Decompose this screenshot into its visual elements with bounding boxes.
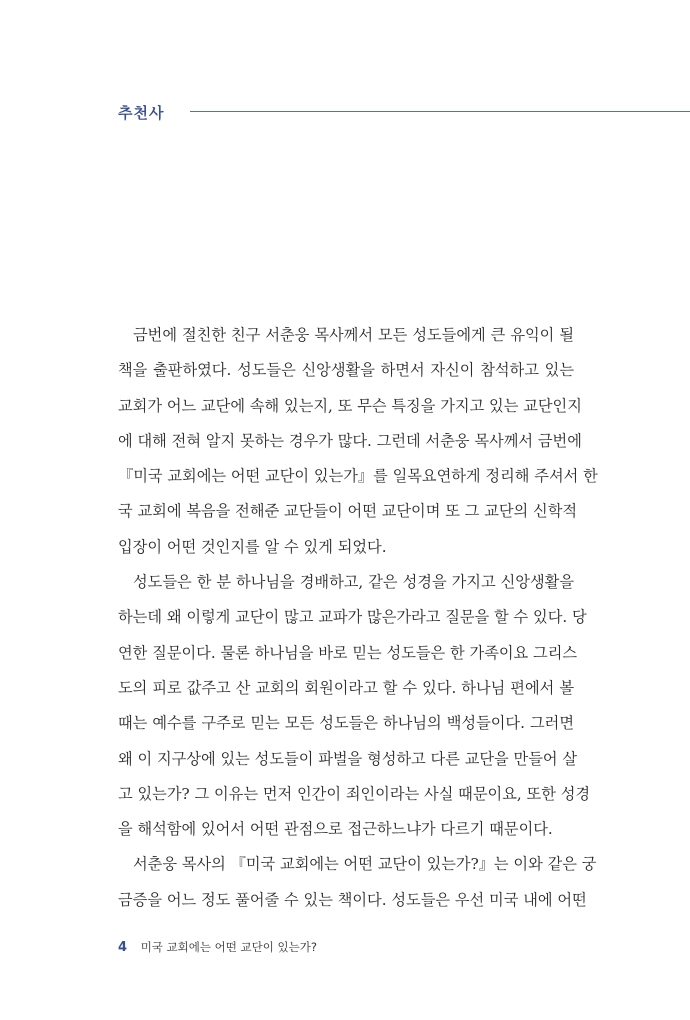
text-line: 왜 이 지구상에 있는 성도들이 파벌을 형성하고 다른 교단을 만들어 살	[118, 749, 578, 768]
text-line: 금번에 절친한 친구 서춘웅 목사께서 모든 성도들에게 큰 유익이 될	[133, 326, 574, 344]
book-title: 미국 교회에는 어떤 교단이 있는가?	[140, 940, 317, 954]
header-rule	[190, 111, 690, 112]
text-line: 연한 질문이다. 물론 하나님을 바로 믿는 성도들은 한 가족이요 그리스	[118, 643, 578, 662]
text-line: 책을 출판하였다. 성도들은 신앙생활을 하면서 자신이 참석하고 있는	[118, 361, 574, 380]
text-line: 교회가 어느 교단에 속해 있는지, 또 무슨 특징을 가지고 있는 교단인지	[118, 396, 582, 415]
text-line: 을 해석함에 있어서 어떤 관점으로 접근하느냐가 다르기 때문이다.	[118, 820, 553, 839]
text-line: 성도들은 한 분 하나님을 경배하고, 같은 성경을 가지고 신앙생활을	[133, 573, 574, 592]
body-text	[118, 318, 598, 918]
text-line: 고 있는가? 그 이유는 먼저 인간이 죄인이라는 사실 때문이요, 또한 성경	[118, 784, 591, 803]
text-line: 에 대해 전혀 알지 못하는 경우가 많다. 그런데 서춘웅 목사께서 금번에	[118, 431, 582, 450]
text-line: 도의 피로 값주고 산 교회의 회원이라고 할 수 있다. 하나님 편에서 볼	[118, 678, 574, 697]
text-line: 하는데 왜 이렇게 교단이 많고 교파가 많은가라고 질문을 할 수 있다. 당	[118, 608, 587, 627]
text-line: 금증을 어느 정도 풀어줄 수 있는 책이다. 성도들은 우선 미국 내에 어떤	[118, 890, 587, 909]
running-header	[0, 98, 690, 128]
text-line: 서춘웅 목사의 『미국 교회에는 어떤 교단이 있는가?』는 이와 같은 궁	[133, 855, 597, 874]
text-line: 국 교회에 복음을 전해준 교단들이 어떤 교단이며 또 그 교단의 신학적	[118, 502, 578, 521]
text-line: 입장이 어떤 것인지를 알 수 있게 되었다.	[118, 537, 387, 556]
page-number: 4	[118, 940, 128, 955]
running-footer	[118, 939, 317, 959]
text-line: 『미국 교회에는 어떤 교단이 있는가』를 일목요연하게 정리해 주셔서 한	[118, 467, 598, 486]
text-line: 때는 예수를 구주로 믿는 모든 성도들은 하나님의 백성들이다. 그러면	[118, 714, 574, 733]
section-label: 추천사	[118, 104, 165, 122]
